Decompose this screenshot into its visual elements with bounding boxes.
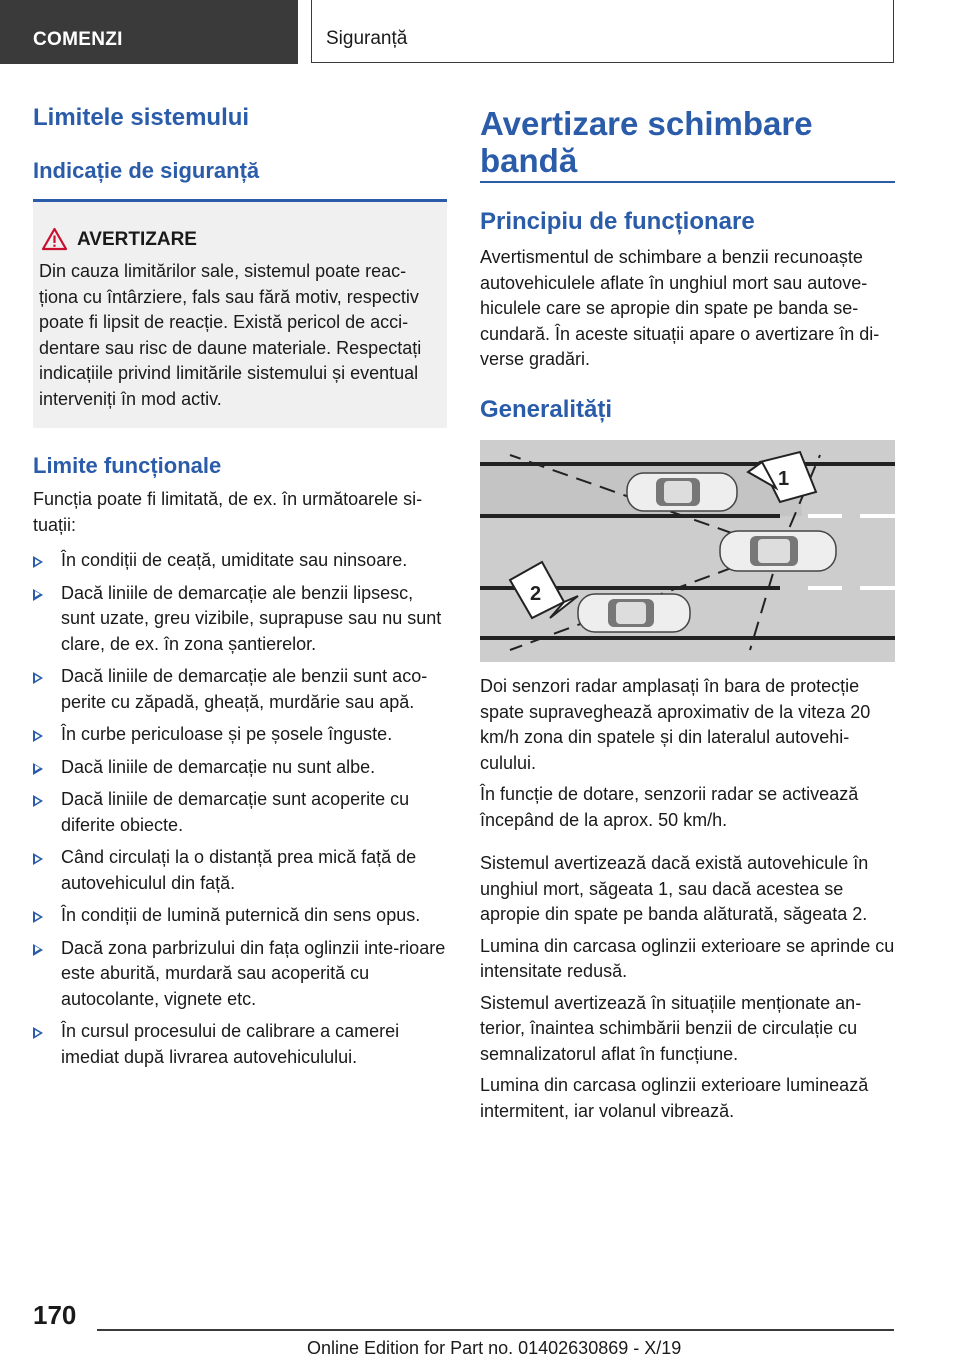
chapter-label: Siguranță — [326, 28, 408, 49]
principle-title: Principiu de funcționare — [480, 208, 755, 235]
warning-text: Din cauza limitărilor sale, sistemul poate reac‐ționa cu întârziere, fals sau fără motiv, respectiv poate fi lipsit de reacție. Există pericol de acci‐dentare sau risc de daune materiale. Respectați indicațiile privind limitările sistemului și eventual interveniți în mod activ. — [39, 261, 422, 409]
list-item: Când circulați la o distanță prea mică față de autovehiculul din față. — [33, 845, 447, 896]
paragraph: În funcție de dotare, senzorii radar se activează începând de la aprox. 50 km/h. — [480, 784, 859, 830]
limits-title: Limite funcționale — [33, 453, 222, 478]
general-title: Generalități — [480, 396, 613, 423]
list-item: Dacă liniile de demarcație ale benzii sunt aco‐perite cu zăpadă, gheață, murdărie sau apă. — [33, 664, 447, 715]
bullet-triangle-icon — [33, 1027, 43, 1039]
body-text — [480, 674, 895, 1124]
road-illustration — [480, 440, 895, 662]
bullet-triangle-icon — [33, 763, 43, 775]
list-item: În cursul procesului de calibrare a camerei imediat după livrarea autovehiculului. — [33, 1019, 447, 1070]
list-item: Dacă zona parbrizului din fața oglinzii inte‐rioare este aburită, murdară sau acoperită cu autocolante, vignete etc. — [33, 936, 447, 1013]
paragraph: Sistemul avertizează în situațiile menționate an‐terior, înaintea schimbării benzii de circulație cu semnalizatorul aflat în funcțiune. — [480, 992, 862, 1064]
arrow-1-label: 1 — [778, 468, 790, 490]
chapter-tab — [311, 0, 894, 63]
paragraph: Sistemul avertizează dacă există autovehicule în unghiul mort, săgeata 1, sau dacă acestea se apropie din spate pe banda alăturată, săgeata 2. — [480, 853, 869, 924]
edition-note: Online Edition for Part no. 01402630869 - X/19 — [307, 1338, 682, 1358]
bullet-triangle-icon — [33, 730, 43, 742]
list-item: Dacă liniile de demarcație sunt acoperite cu diferite obiecte. — [33, 787, 447, 838]
lane-change-diagram — [480, 440, 895, 662]
section-title: Limitele sistemului — [33, 104, 250, 131]
warning-icon — [41, 227, 68, 251]
safety-subtitle: Indicație de siguranță — [33, 158, 260, 183]
page-title: Avertizare schimbare bandă — [480, 105, 813, 179]
paragraph: Lumina din carcasa oglinzii exterioare luminează intermitent, iar volanul vibrează. — [480, 1075, 869, 1121]
bullet-triangle-icon — [33, 944, 43, 956]
footer-divider — [97, 1329, 894, 1331]
warning-box — [33, 199, 447, 428]
limits-intro: Funcția poate fi limitată, de ex. în următoarele si‐tuații: — [33, 489, 423, 535]
section-label: COMENZI — [33, 29, 123, 50]
bullet-triangle-icon — [33, 795, 43, 807]
page-number: 170 — [33, 1300, 77, 1330]
bullet-triangle-icon — [33, 589, 43, 601]
limits-block — [33, 487, 447, 1077]
paragraph: Lumina din carcasa oglinzii exterioare se aprinde cu intensitate redusă. — [480, 935, 895, 981]
principle-text: Avertismentul de schimbare a benzii recunoaște autovehiculele aflate în unghiul mort sau autove‐hiculele care se apropie din spate pe banda se‐cundară. În aceste situații apare o avertizare în di‐verse gradări. — [480, 247, 880, 369]
section-tab — [0, 0, 298, 64]
warning-label: AVERTIZARE — [77, 229, 197, 250]
list-item: Dacă liniile de demarcație ale benzii lipsesc, sunt uzate, greu vizibile, suprapuse sau nu sunt clare, de ex. în zona șantierelor. — [33, 581, 447, 658]
limits-list — [33, 548, 447, 1070]
paragraph: Doi senzori radar amplasați în bara de protecție spate supraveghează aproximativ de la viteza 20 km/h zona din spatele și din lateralul autovehi‐culului. — [480, 676, 871, 773]
list-item: În condiții de lumină puternică din sens opus. — [33, 903, 447, 929]
bullet-triangle-icon — [33, 672, 43, 684]
bullet-triangle-icon — [33, 556, 43, 568]
list-item: În condiții de ceață, umiditate sau ninsoare. — [33, 548, 447, 574]
bullet-triangle-icon — [33, 911, 43, 923]
arrow-2-label: 2 — [530, 583, 542, 605]
title-divider — [480, 181, 895, 183]
bullet-triangle-icon — [33, 853, 43, 865]
list-item: În curbe periculoase și pe șosele înguste. — [33, 722, 447, 748]
list-item: Dacă liniile de demarcație nu sunt albe. — [33, 755, 447, 781]
